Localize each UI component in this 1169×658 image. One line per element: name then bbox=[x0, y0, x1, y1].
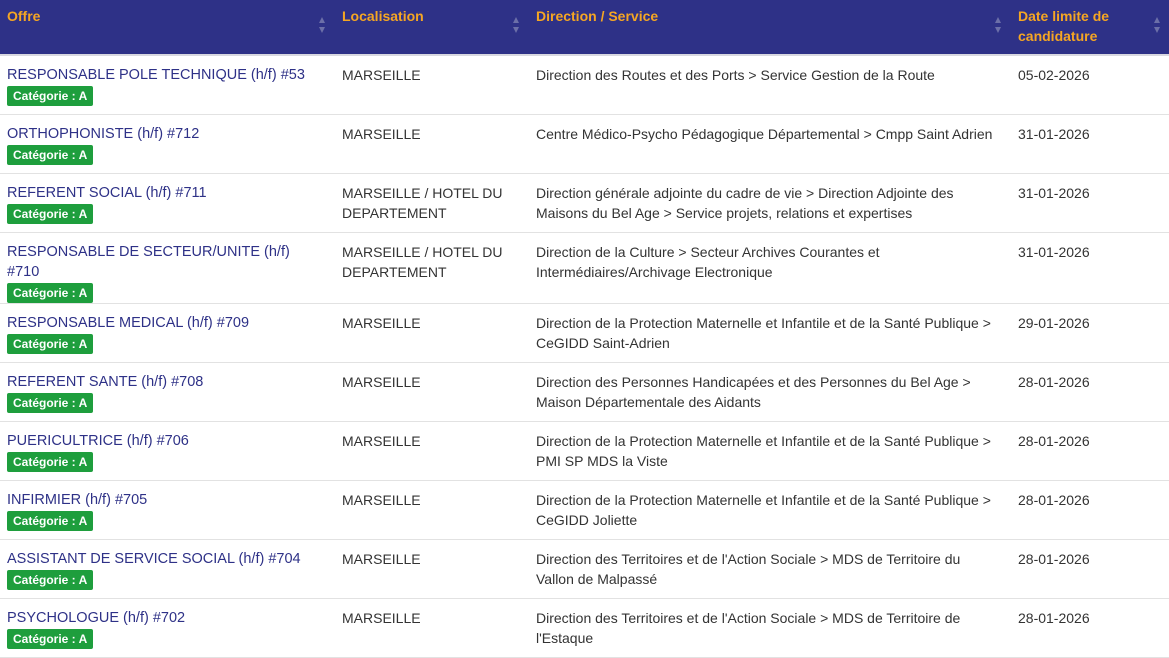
date-cell: 28-01-2026 bbox=[1018, 610, 1090, 626]
table-row bbox=[0, 115, 1169, 174]
job-title-link[interactable]: REFERENT SANTE (h/f) #708 bbox=[7, 374, 204, 390]
job-title-link[interactable]: ORTHOPHONISTE (h/f) #712 bbox=[7, 126, 200, 142]
direction-cell: Direction de la Protection Maternelle et Infantile et de la Santé Publique > CeGIDD Saint-Adrien bbox=[536, 315, 991, 351]
table-row bbox=[0, 174, 1169, 233]
job-title-link[interactable]: RESPONSABLE POLE TECHNIQUE (h/f) #53 bbox=[7, 67, 305, 83]
column-header-localisation[interactable] bbox=[334, 0, 528, 55]
category-badge: Catégorie : A bbox=[7, 204, 93, 224]
offre-cell bbox=[0, 540, 334, 599]
column-header-offre-label: Offre bbox=[7, 8, 41, 24]
table-header bbox=[0, 0, 1169, 55]
table-row bbox=[0, 481, 1169, 540]
direction-cell: Direction des Personnes Handicapées et des Personnes du Bel Age > Maison Départementale des Aidants bbox=[536, 374, 971, 410]
offre-cell bbox=[0, 422, 334, 481]
offre-cell bbox=[0, 481, 334, 540]
category-badge: Catégorie : A bbox=[7, 393, 93, 413]
offre-cell bbox=[0, 599, 334, 658]
category-badge: Catégorie : A bbox=[7, 570, 93, 590]
category-badge: Catégorie : A bbox=[7, 86, 93, 106]
date-cell: 28-01-2026 bbox=[1018, 551, 1090, 567]
column-header-direction-label: Direction / Service bbox=[536, 8, 659, 24]
job-title-link[interactable]: INFIRMIER (h/f) #705 bbox=[7, 492, 148, 508]
table-row bbox=[0, 363, 1169, 422]
direction-cell: Centre Médico-Psycho Pédagogique Départemental > Cmpp Saint Adrien bbox=[536, 126, 993, 142]
date-cell: 31-01-2026 bbox=[1018, 185, 1090, 201]
category-badge: Catégorie : A bbox=[7, 145, 93, 165]
category-badge: Catégorie : A bbox=[7, 629, 93, 649]
direction-cell: Direction des Territoires et de l'Action Sociale > MDS de Territoire du Vallon de Malpassé bbox=[536, 551, 961, 587]
table-row bbox=[0, 55, 1169, 115]
offre-cell bbox=[0, 233, 334, 304]
direction-cell: Direction des Routes et des Ports > Service Gestion de la Route bbox=[536, 67, 935, 83]
location-cell: MARSEILLE / HOTEL DU DEPARTEMENT bbox=[342, 185, 503, 221]
date-cell: 05-02-2026 bbox=[1018, 67, 1090, 83]
sort-icon[interactable] bbox=[994, 17, 1002, 33]
location-cell: MARSEILLE bbox=[342, 551, 421, 567]
direction-cell: Direction de la Culture > Secteur Archives Courantes et Intermédiaires/Archivage Electronique bbox=[536, 244, 880, 280]
column-header-direction[interactable] bbox=[528, 0, 1010, 55]
direction-cell: Direction des Territoires et de l'Action Sociale > MDS de Territoire de l'Estaque bbox=[536, 610, 961, 646]
date-cell: 28-01-2026 bbox=[1018, 492, 1090, 508]
table-row bbox=[0, 304, 1169, 363]
location-cell: MARSEILLE / HOTEL DU DEPARTEMENT bbox=[342, 244, 503, 280]
date-cell: 31-01-2026 bbox=[1018, 244, 1090, 260]
table-row bbox=[0, 233, 1169, 304]
job-title-link[interactable]: ASSISTANT DE SERVICE SOCIAL (h/f) #704 bbox=[7, 551, 301, 567]
date-cell: 28-01-2026 bbox=[1018, 433, 1090, 449]
category-badge: Catégorie : A bbox=[7, 511, 93, 531]
job-title-link[interactable]: RESPONSABLE DE SECTEUR/UNITE (h/f) #710 bbox=[7, 244, 290, 280]
date-cell: 28-01-2026 bbox=[1018, 374, 1090, 390]
offre-cell bbox=[0, 174, 334, 233]
category-badge: Catégorie : A bbox=[7, 334, 93, 354]
location-cell: MARSEILLE bbox=[342, 126, 421, 142]
sort-icon[interactable] bbox=[318, 17, 326, 33]
offre-cell bbox=[0, 304, 334, 363]
location-cell: MARSEILLE bbox=[342, 315, 421, 331]
table-body bbox=[0, 55, 1169, 658]
table-header-row bbox=[0, 0, 1169, 55]
table-row bbox=[0, 540, 1169, 599]
offre-cell bbox=[0, 363, 334, 422]
location-cell: MARSEILLE bbox=[342, 433, 421, 449]
location-cell: MARSEILLE bbox=[342, 374, 421, 390]
direction-cell: Direction de la Protection Maternelle et Infantile et de la Santé Publique > PMI SP MDS la Viste bbox=[536, 433, 991, 469]
date-cell: 31-01-2026 bbox=[1018, 126, 1090, 142]
offre-cell bbox=[0, 115, 334, 174]
job-title-link[interactable]: PUERICULTRICE (h/f) #706 bbox=[7, 433, 189, 449]
job-title-link[interactable]: RESPONSABLE MEDICAL (h/f) #709 bbox=[7, 315, 250, 331]
offre-cell bbox=[0, 55, 334, 115]
date-cell: 29-01-2026 bbox=[1018, 315, 1090, 331]
column-header-date-label: Date limite de candidature bbox=[1018, 8, 1110, 44]
location-cell: MARSEILLE bbox=[342, 67, 421, 83]
sort-icon[interactable] bbox=[1153, 17, 1161, 33]
column-header-localisation-label: Localisation bbox=[342, 8, 424, 24]
job-title-link[interactable]: PSYCHOLOGUE (h/f) #702 bbox=[7, 610, 186, 626]
column-header-offre[interactable] bbox=[0, 0, 334, 55]
category-badge: Catégorie : A bbox=[7, 452, 93, 472]
location-cell: MARSEILLE bbox=[342, 492, 421, 508]
job-title-link[interactable]: REFERENT SOCIAL (h/f) #711 bbox=[7, 185, 207, 201]
sort-icon[interactable] bbox=[512, 17, 520, 33]
direction-cell: Direction de la Protection Maternelle et Infantile et de la Santé Publique > CeGIDD Joliette bbox=[536, 492, 991, 528]
direction-cell: Direction générale adjointe du cadre de vie > Direction Adjointe des Maisons du Bel Age > Service projets, relations et expertises bbox=[536, 185, 954, 221]
table-row bbox=[0, 422, 1169, 481]
column-header-date[interactable] bbox=[1010, 0, 1169, 55]
category-badge: Catégorie : A bbox=[7, 283, 93, 303]
table-row bbox=[0, 599, 1169, 658]
location-cell: MARSEILLE bbox=[342, 610, 421, 626]
